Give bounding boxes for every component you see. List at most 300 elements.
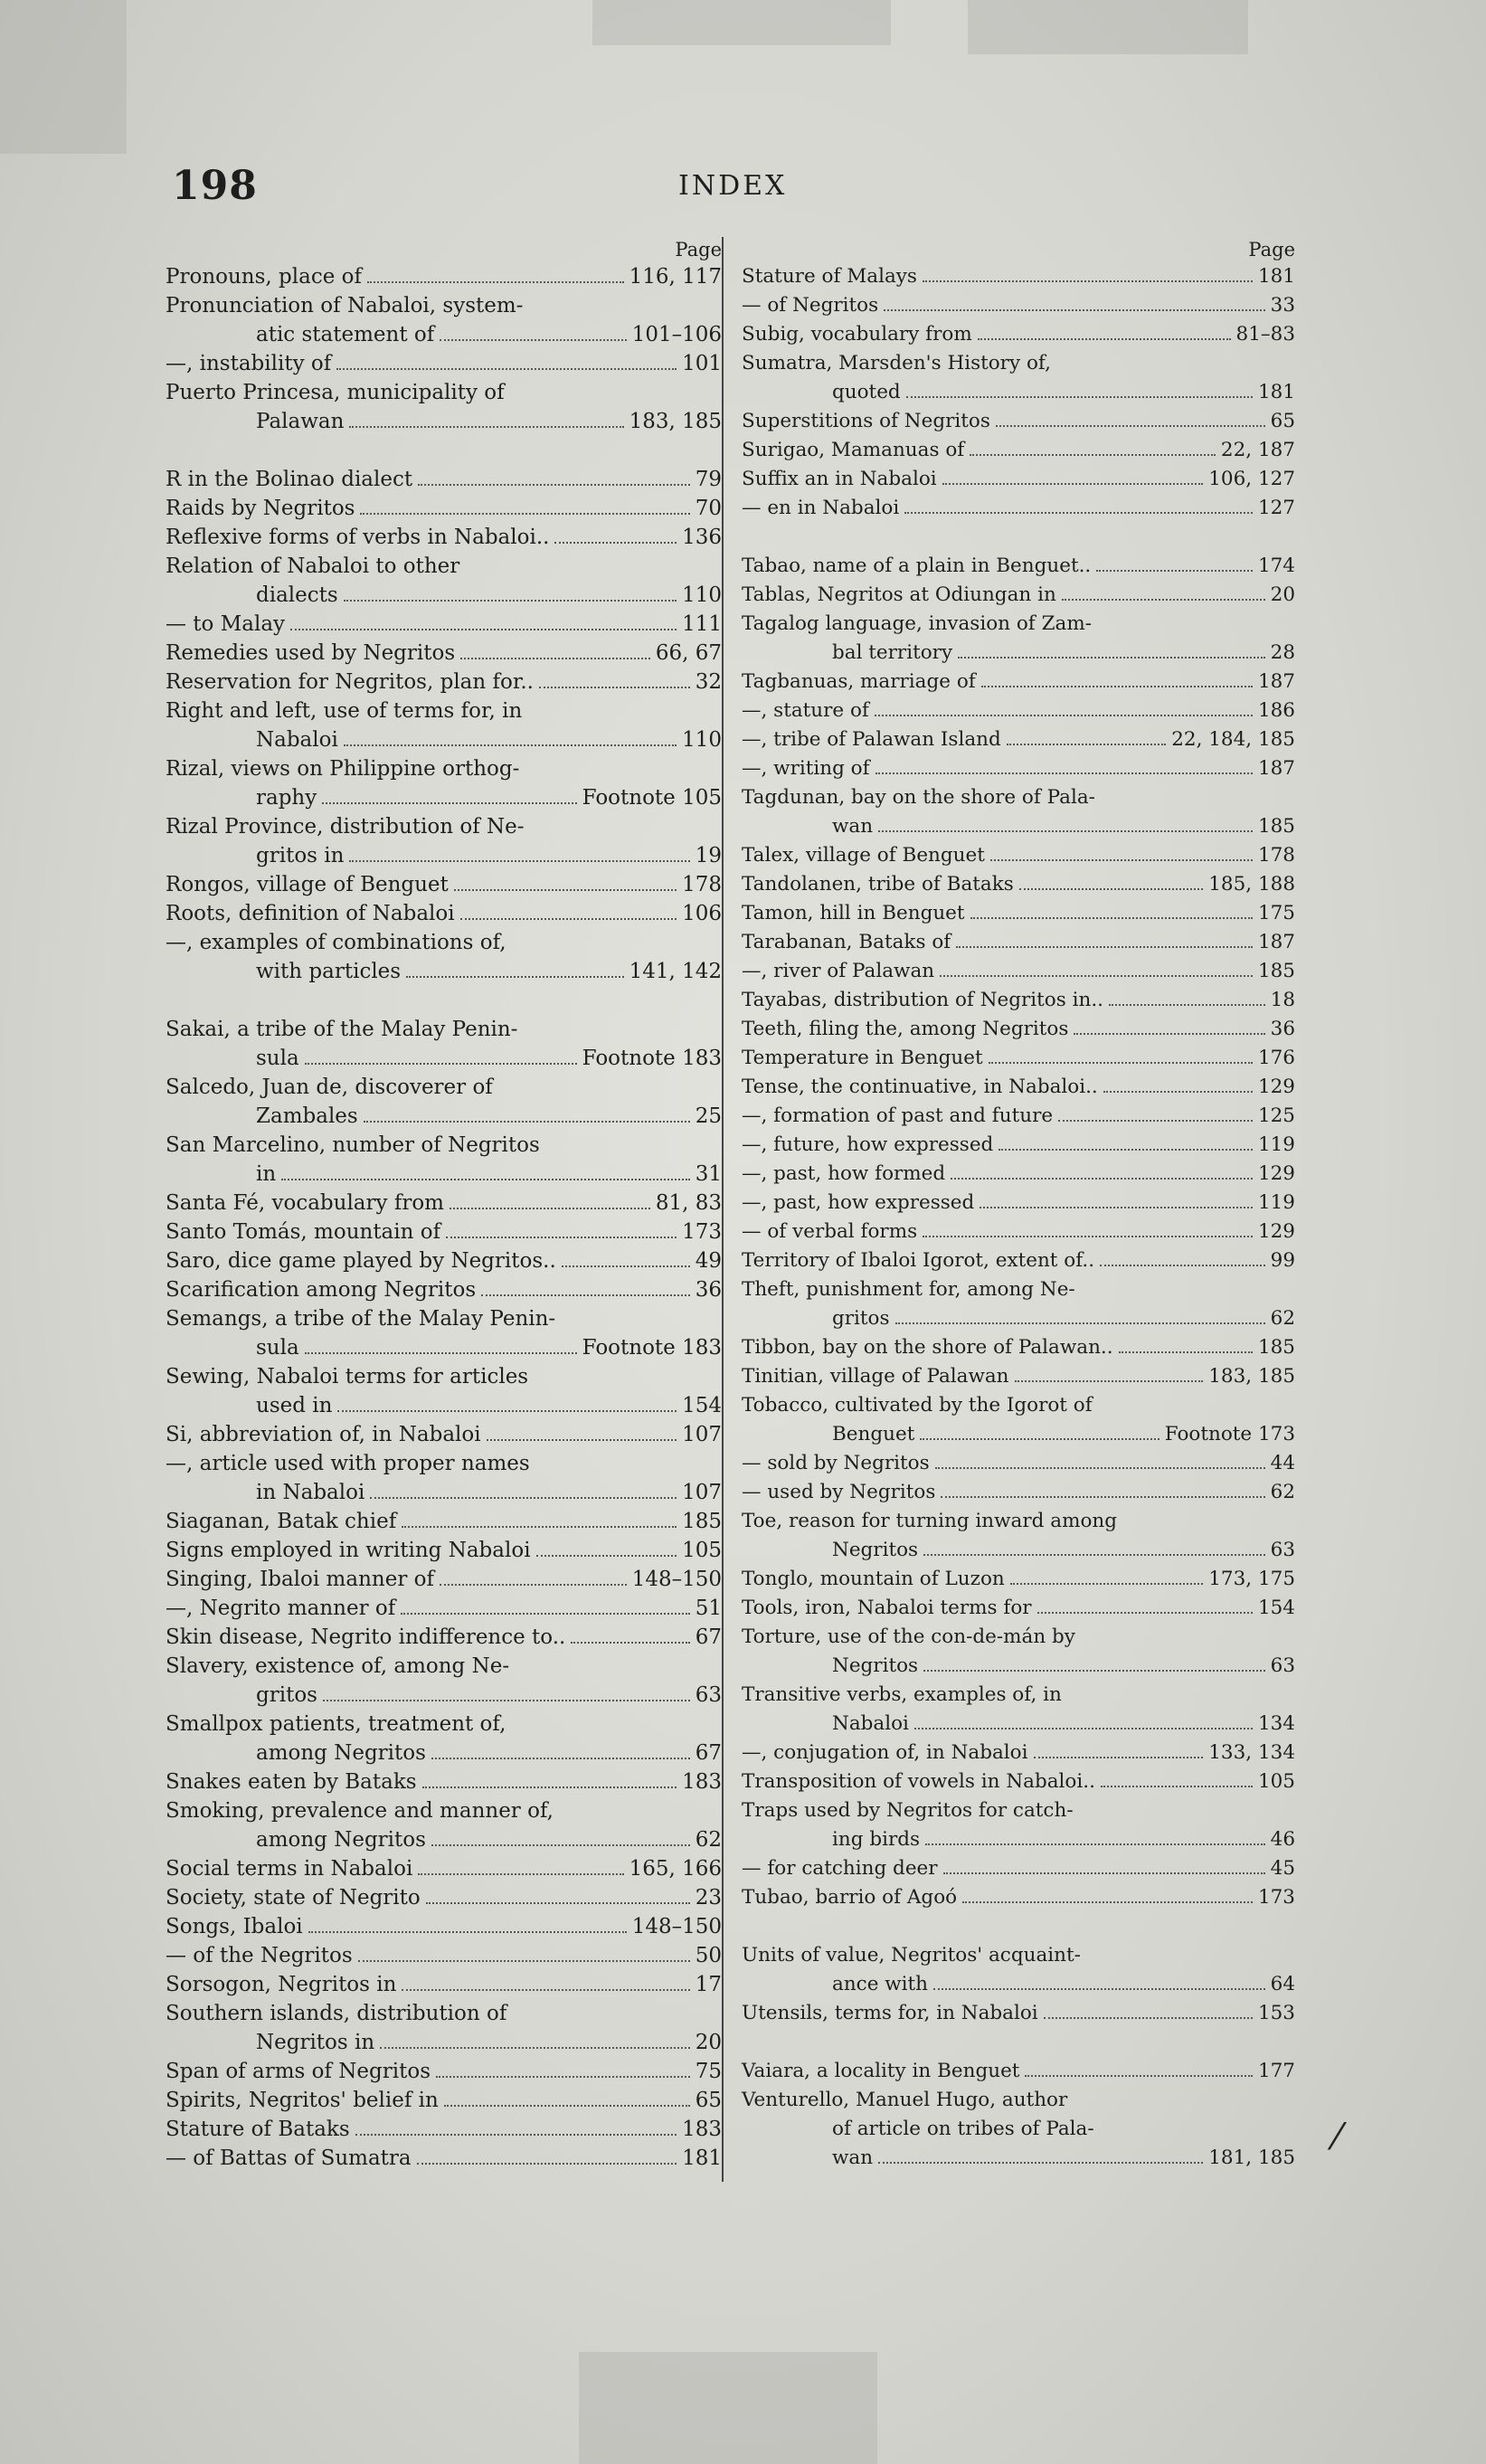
page-reference: 50 <box>695 1944 722 1967</box>
index-entry <box>742 2086 1295 2173</box>
page-reference: 134 <box>1257 1712 1295 1735</box>
entry-continuation-line <box>166 581 722 610</box>
page-reference: 107 <box>682 1481 722 1504</box>
entry-continuation-line <box>166 1391 722 1420</box>
entry-line <box>166 2115 722 2144</box>
entry-text: Nabaloi <box>256 728 338 752</box>
dot-leader <box>402 1526 677 1528</box>
dot-leader <box>1025 2075 1253 2077</box>
index-entry <box>166 1189 722 1218</box>
entry-text: Nabaloi <box>832 1712 909 1735</box>
entry-text: —, river of Palawan <box>742 960 935 982</box>
dot-leader <box>305 1063 577 1065</box>
entry-text: ing birds <box>832 1828 921 1851</box>
entry-text: — used by Negritos <box>742 1481 936 1503</box>
dot-leader <box>364 1121 690 1123</box>
entry-line <box>742 1044 1295 1073</box>
dot-leader <box>923 280 1253 282</box>
index-entry <box>742 1681 1295 1739</box>
column-divider <box>722 237 724 2182</box>
index-entry <box>742 986 1295 1015</box>
entry-text: among Negritos <box>256 1828 426 1852</box>
entry-text: Tandolanen, tribe of Bataks <box>742 873 1014 896</box>
index-entry <box>166 1015 722 1073</box>
page-reference: 23 <box>695 1886 722 1910</box>
entry-text: Skin disease, Negrito indifference to.. <box>166 1625 566 1649</box>
entry-line <box>742 1218 1295 1246</box>
entry-line <box>742 754 1295 783</box>
entry-continuation-line <box>742 1710 1295 1739</box>
dot-leader <box>895 1322 1265 1324</box>
index-entry <box>742 552 1295 581</box>
entry-line <box>166 899 722 928</box>
dot-leader <box>422 1786 677 1788</box>
entry-line <box>742 986 1295 1015</box>
entry-line <box>742 291 1295 320</box>
dot-leader <box>308 1931 627 1933</box>
dot-leader <box>935 1467 1265 1469</box>
dot-leader <box>337 1410 677 1412</box>
page-reference: 178 <box>1257 844 1295 867</box>
index-entry <box>166 349 722 378</box>
entry-text: gritos <box>832 1307 890 1330</box>
page-reference: 148–150 <box>631 1568 722 1591</box>
entry-line <box>742 668 1295 697</box>
index-entry <box>742 1565 1295 1594</box>
index-entry <box>742 1246 1295 1275</box>
index-entry <box>166 465 722 494</box>
entry-text: Social terms in Nabaloi <box>166 1857 413 1881</box>
entry-line <box>742 610 1295 639</box>
entry-text: —, future, how expressed <box>742 1133 994 1156</box>
page-reference: 183 <box>682 1770 722 1794</box>
entry-line <box>742 1189 1295 1218</box>
index-entry <box>166 754 722 812</box>
entry-continuation-line <box>742 639 1295 668</box>
entry-line <box>166 1536 722 1565</box>
entry-text: in <box>256 1162 277 1186</box>
entry-line <box>166 523 722 552</box>
page-reference: 177 <box>1257 2060 1295 2082</box>
dot-leader <box>1074 1033 1264 1035</box>
entry-line <box>166 2086 722 2115</box>
entry-line <box>166 2144 722 2173</box>
page-reference: 62 <box>1270 1481 1295 1503</box>
page-reference: 185 <box>1257 815 1295 838</box>
entry-text: Tayabas, distribution of Negritos in.. <box>742 989 1103 1011</box>
entry-line <box>742 1391 1295 1420</box>
entry-text: bal territory <box>832 641 953 664</box>
dot-leader <box>923 1236 1253 1237</box>
entry-continuation-line <box>742 1536 1295 1565</box>
index-entries-right <box>742 262 1295 2173</box>
page-reference: Footnote 183 <box>582 1047 722 1070</box>
entry-text: Tubao, barrio of Agoó <box>742 1886 958 1909</box>
entry-text: Sumatra, Marsden's History of, <box>742 352 1051 374</box>
dot-leader <box>481 1294 690 1296</box>
page-reference: 101–106 <box>631 323 722 346</box>
dot-leader <box>1103 1091 1253 1093</box>
page-reference: Footnote 183 <box>582 1336 722 1360</box>
page-reference: 51 <box>695 1597 722 1620</box>
page-reference: 110 <box>682 583 722 607</box>
index-entry <box>742 610 1295 668</box>
dot-leader <box>1044 2017 1253 2019</box>
index-entry <box>742 494 1295 523</box>
dot-leader <box>1034 1757 1204 1758</box>
page-reference: 174 <box>1257 554 1295 577</box>
page-reference: 111 <box>682 612 722 636</box>
dot-leader <box>941 1496 1264 1498</box>
page-reference: 185, 188 <box>1208 873 1295 896</box>
entry-line <box>742 1739 1295 1767</box>
entry-text: Spirits, Negritos' belief in <box>166 2089 439 2112</box>
index-entry <box>166 1449 722 1507</box>
entry-text: Zambales <box>256 1104 358 1128</box>
entry-continuation-line <box>166 1102 722 1131</box>
page-reference: 67 <box>695 1741 722 1765</box>
index-entry <box>166 552 722 610</box>
page-reference: 67 <box>695 1625 722 1649</box>
dot-leader <box>571 1642 689 1644</box>
index-entry <box>742 1449 1295 1478</box>
entry-continuation-line <box>166 320 722 349</box>
entry-text: Negritos in <box>256 2031 375 2054</box>
entry-text: Territory of Ibaloi Igorot, extent of.. <box>742 1249 1095 1272</box>
entry-text: Palawan <box>256 410 345 433</box>
entry-continuation-line <box>166 2028 722 2057</box>
entry-text: Stature of Malays <box>742 265 917 288</box>
section-gap <box>742 2028 1295 2057</box>
page-reference: 31 <box>695 1162 722 1186</box>
entry-line <box>166 1796 722 1825</box>
dot-leader <box>940 975 1253 977</box>
entry-text: Tamon, hill in Benguet <box>742 902 965 924</box>
index-entry <box>166 1218 722 1246</box>
entry-text: — for catching deer <box>742 1857 938 1880</box>
entry-text: Venturello, Manuel Hugo, author <box>742 2089 1068 2111</box>
tape-mark-bottom-center <box>579 2352 877 2464</box>
entry-text: Slavery, existence of, among Ne- <box>166 1654 510 1678</box>
entry-text: Si, abbreviation of, in Nabaloi <box>166 1423 481 1446</box>
page-reference: 22, 187 <box>1220 439 1295 461</box>
entry-line <box>166 1912 722 1941</box>
page-reference: 64 <box>1270 1973 1295 1995</box>
entry-line <box>742 1941 1295 1970</box>
entry-text: Utensils, terms for, in Nabaloi <box>742 2002 1038 2024</box>
entry-text: atic statement of <box>256 323 435 346</box>
entry-line <box>166 1710 722 1739</box>
dot-leader <box>426 1902 690 1904</box>
page-reference: 44 <box>1270 1452 1295 1474</box>
dot-leader <box>1119 1351 1253 1353</box>
entry-line <box>742 407 1295 436</box>
entry-text: Superstitions of Negritos <box>742 410 990 432</box>
entry-line <box>166 1362 722 1391</box>
dot-leader <box>370 1497 677 1499</box>
dot-leader <box>440 1584 627 1586</box>
page-reference: 65 <box>695 2089 722 2112</box>
index-entry <box>166 2115 722 2144</box>
entry-text: Span of arms of Negritos <box>166 2060 431 2083</box>
dot-leader <box>1037 1612 1253 1614</box>
page-reference: 32 <box>695 670 722 694</box>
index-entry <box>742 1015 1295 1044</box>
index-entry <box>166 1767 722 1796</box>
index-entry <box>166 1854 722 1883</box>
entry-line <box>742 957 1295 986</box>
index-entry <box>742 1102 1295 1131</box>
entry-line <box>742 262 1295 291</box>
index-entry <box>742 1189 1295 1218</box>
index-entry <box>166 870 722 899</box>
index-entry <box>166 1565 722 1594</box>
entry-line <box>742 1999 1295 2028</box>
page-reference: 175 <box>1257 902 1295 924</box>
entry-line <box>166 1652 722 1681</box>
page-reference: 129 <box>1257 1162 1295 1185</box>
page-reference: 105 <box>682 1539 722 1562</box>
entry-line <box>166 870 722 899</box>
page-reference: 28 <box>1270 641 1295 664</box>
entry-text: Pronouns, place of <box>166 265 362 289</box>
entry-line <box>166 1131 722 1160</box>
page-reference: 178 <box>682 873 722 896</box>
tape-mark-top-center <box>592 0 891 45</box>
index-entry <box>166 697 722 754</box>
section-gap <box>166 436 722 465</box>
dot-leader <box>402 1989 689 1991</box>
entry-line <box>742 1767 1295 1796</box>
index-entry <box>742 697 1295 725</box>
entry-text: Puerto Princesa, municipality of <box>166 381 505 404</box>
entry-line <box>742 1131 1295 1160</box>
page-reference: 133, 134 <box>1208 1741 1295 1764</box>
index-entry <box>166 2057 722 2086</box>
dot-leader <box>349 860 689 862</box>
dot-leader <box>1096 570 1253 572</box>
entry-continuation-line <box>166 1825 722 1854</box>
entry-line <box>166 1594 722 1623</box>
index-entry <box>166 2086 722 2115</box>
index-entry <box>166 812 722 870</box>
entry-text: —, Negrito manner of <box>166 1597 396 1620</box>
entry-line <box>742 841 1295 870</box>
index-entry <box>742 1478 1295 1507</box>
entry-text: Negritos <box>832 1654 919 1677</box>
entry-text: —, examples of combinations of, <box>166 931 506 954</box>
entry-line <box>166 1970 722 1999</box>
entry-text: Relation of Nabaloi to other <box>166 554 460 578</box>
entry-text: ance with <box>832 1973 929 1995</box>
entry-line <box>742 581 1295 610</box>
entry-text: Smallpox patients, treatment of, <box>166 1712 506 1736</box>
entry-line <box>742 1333 1295 1362</box>
dot-leader <box>281 1179 690 1180</box>
index-entry <box>166 1304 722 1362</box>
page-reference: 106, 127 <box>1208 468 1295 490</box>
index-entry <box>166 1883 722 1912</box>
entry-line <box>166 812 722 841</box>
entry-text: sula <box>256 1336 299 1360</box>
page-reference: 183 <box>682 2118 722 2141</box>
page-reference: 81, 83 <box>655 1191 722 1215</box>
entry-text: Smoking, prevalence and manner of, <box>166 1799 554 1823</box>
dot-leader <box>290 629 677 630</box>
entry-text: sula <box>256 1047 299 1070</box>
dot-leader <box>906 396 1253 398</box>
page-reference: 75 <box>695 2060 722 2083</box>
page-reference: 187 <box>1257 670 1295 693</box>
dot-leader <box>1019 888 1203 890</box>
entry-text: Roots, definition of Nabaloi <box>166 902 455 925</box>
entry-line <box>742 2057 1295 2086</box>
entry-text: Songs, Ibaloi <box>166 1915 303 1938</box>
entry-continuation-line <box>166 1160 722 1189</box>
entry-text: Tarabanan, Bataks of <box>742 931 951 953</box>
entry-text: Tagdunan, bay on the shore of Pala- <box>742 786 1095 809</box>
index-entry <box>742 1739 1295 1767</box>
index-entry <box>166 1710 722 1767</box>
dot-leader <box>958 657 1265 659</box>
entry-text: — of the Negritos <box>166 1944 353 1967</box>
index-entry <box>742 1767 1295 1796</box>
index-entry <box>166 1999 722 2057</box>
entry-text: Stature of Bataks <box>166 2118 350 2141</box>
entry-line <box>166 1854 722 1883</box>
dot-leader <box>436 2076 690 2078</box>
index-entry <box>166 668 722 697</box>
entry-text: Rongos, village of Benguet <box>166 873 449 896</box>
entry-line <box>166 1767 722 1796</box>
index-entry <box>742 928 1295 957</box>
index-entry <box>166 1507 722 1536</box>
entry-text: — en in Nabaloi <box>742 497 900 519</box>
index-entry <box>742 841 1295 870</box>
entry-text: Tobacco, cultivated by the Igorot of <box>742 1394 1093 1417</box>
entry-text: wan <box>832 2147 874 2169</box>
dot-leader <box>925 1843 1265 1845</box>
entry-text: Pronunciation of Nabaloi, system- <box>166 294 524 317</box>
dot-leader <box>996 425 1265 427</box>
entry-text: —, past, how expressed <box>742 1191 975 1214</box>
entry-text: Scarification among Negritos <box>166 1278 477 1302</box>
entry-text: Teeth, filing the, among Negritos <box>742 1018 1069 1040</box>
entry-text: Toe, reason for turning inward among <box>742 1510 1118 1532</box>
dot-leader <box>1007 744 1166 745</box>
entry-line <box>166 1420 722 1449</box>
index-entry <box>742 465 1295 494</box>
page-reference: 176 <box>1257 1047 1295 1069</box>
index-entry <box>166 1912 722 1941</box>
entry-line <box>742 1883 1295 1912</box>
entry-line <box>742 436 1295 465</box>
index-entry <box>742 668 1295 697</box>
index-entry <box>166 1073 722 1131</box>
entry-text: wan <box>832 815 874 838</box>
entry-text: Society, state of Negrito <box>166 1886 421 1910</box>
entry-text: Reservation for Negritos, plan for.. <box>166 670 534 694</box>
page-reference: 119 <box>1257 1133 1295 1156</box>
section-gap <box>742 523 1295 552</box>
index-entry <box>742 1507 1295 1565</box>
entry-continuation-line <box>166 1739 722 1767</box>
entry-text: Negritos <box>832 1539 919 1561</box>
entry-line <box>166 1246 722 1275</box>
page-reference: 17 <box>695 1973 722 1996</box>
index-entry <box>742 1073 1295 1102</box>
index-entry <box>166 378 722 436</box>
entry-line <box>742 1854 1295 1883</box>
entry-line <box>166 668 722 697</box>
dot-leader <box>450 1208 650 1209</box>
entry-line <box>166 291 722 320</box>
entry-text: — to Malay <box>166 612 286 636</box>
entry-line <box>166 262 722 291</box>
entry-line <box>742 349 1295 378</box>
page-reference: 62 <box>695 1828 722 1852</box>
index-entry <box>742 1362 1295 1391</box>
entry-line <box>166 1015 722 1044</box>
index-entry <box>742 1796 1295 1854</box>
page-reference: 165, 166 <box>629 1857 722 1881</box>
index-entry <box>166 1941 722 1970</box>
dot-leader <box>914 1728 1253 1730</box>
entry-line <box>742 552 1295 581</box>
index-entry <box>742 783 1295 841</box>
entry-text: Tibbon, bay on the shore of Palawan.. <box>742 1336 1113 1359</box>
entry-continuation-line <box>166 1681 722 1710</box>
dot-leader <box>418 1873 623 1875</box>
entry-line <box>166 754 722 783</box>
index-entry <box>166 1420 722 1449</box>
index-entry <box>742 1160 1295 1189</box>
dot-leader <box>380 2047 690 2049</box>
dot-leader <box>980 1207 1253 1208</box>
page-column-heading: Page <box>1248 239 1295 261</box>
dot-leader <box>487 1439 677 1441</box>
dot-leader <box>431 1844 690 1846</box>
dot-leader <box>418 484 690 486</box>
dot-leader <box>956 946 1253 948</box>
page-reference: 187 <box>1257 931 1295 953</box>
index-entry <box>742 725 1295 754</box>
entry-text: —, instability of <box>166 352 332 375</box>
index-entry <box>166 1594 722 1623</box>
entry-line <box>166 494 722 523</box>
entry-text: Singing, Ibaloi manner of <box>166 1568 434 1591</box>
entry-text: Reflexive forms of verbs in Nabaloi.. <box>166 526 550 549</box>
dot-leader <box>942 483 1204 485</box>
index-entry <box>742 1131 1295 1160</box>
page-reference: 19 <box>695 844 722 867</box>
entry-line <box>742 1796 1295 1825</box>
page-reference: Footnote 105 <box>582 786 722 810</box>
entry-text: —, past, how formed <box>742 1162 946 1185</box>
entry-text: gritos <box>256 1683 317 1707</box>
dot-leader <box>554 542 677 544</box>
tape-mark-top-left <box>0 0 127 154</box>
pencil-mark: ⁄ <box>1334 2117 1340 2158</box>
entry-text: used in <box>256 1394 333 1417</box>
entry-text: Traps used by Negritos for catch- <box>742 1799 1074 1822</box>
dot-leader <box>1109 1004 1265 1006</box>
page-title: INDEX <box>678 170 788 202</box>
page-reference: 154 <box>1257 1597 1295 1619</box>
entry-text: dialects <box>256 583 338 607</box>
index-entry <box>742 1391 1295 1449</box>
page-reference: 20 <box>695 2031 722 2054</box>
